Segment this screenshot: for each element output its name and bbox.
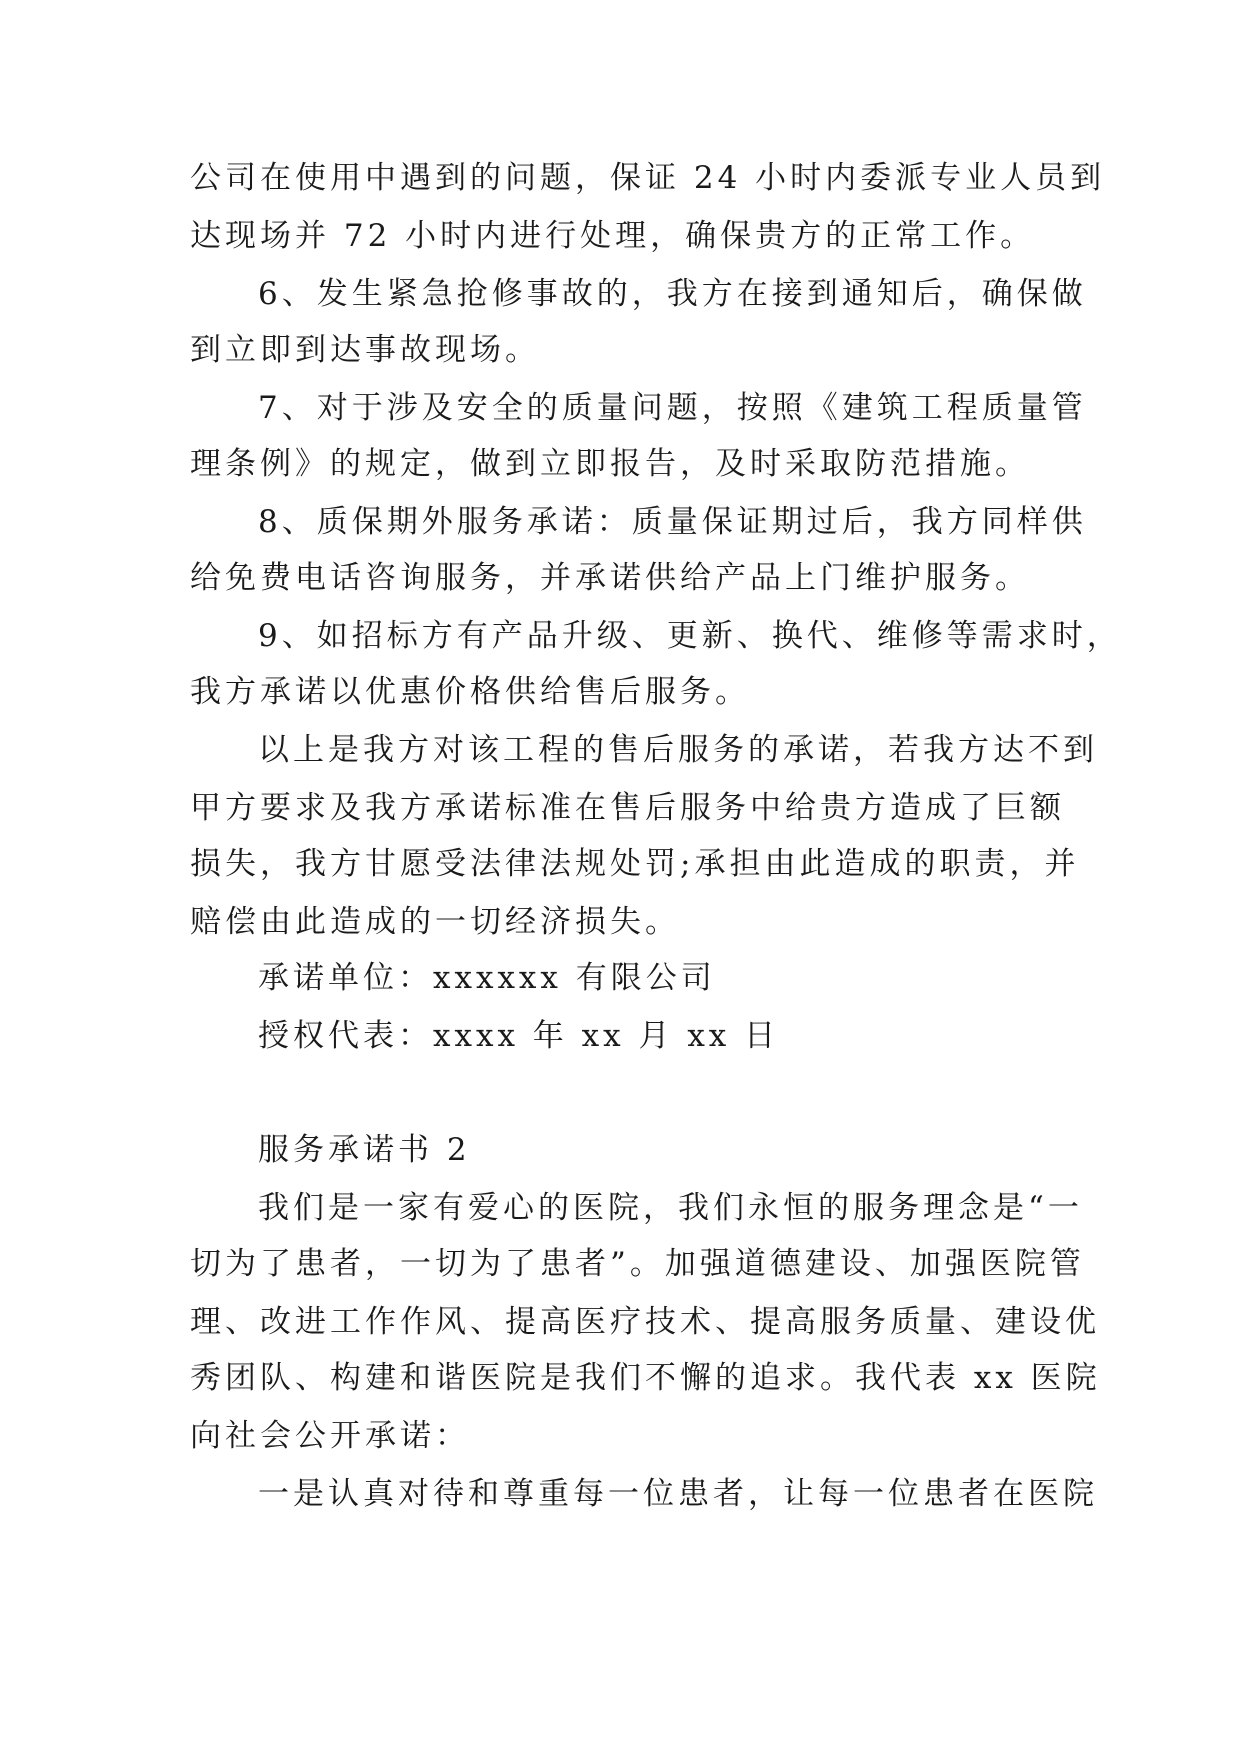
text-line: 理条例》的规定，做到立即报告，及时采取防范措施。 bbox=[190, 446, 1030, 482]
text-line: 赔偿由此造成的一切经济损失。 bbox=[190, 904, 680, 940]
text-line: 一是认真对待和尊重每一位患者，让每一位患者在医院 bbox=[258, 1476, 1098, 1512]
text-line: 损失，我方甘愿受法律法规处罚;承担由此造成的职责，并 bbox=[190, 846, 1080, 882]
text-line: 给免费电话咨询服务，并承诺供给产品上门维护服务。 bbox=[190, 560, 1030, 596]
text-line: 我们是一家有爱心的医院，我们永恒的服务理念是“一 bbox=[258, 1190, 1083, 1226]
authorized-representative: 授权代表：xxxx 年 xx 月 xx 日 bbox=[258, 1018, 780, 1054]
section-title: 服务承诺书 2 bbox=[258, 1132, 471, 1168]
text-line: 向社会公开承诺： bbox=[190, 1418, 470, 1454]
text-line: 达现场并 72 小时内进行处理，确保贵方的正常工作。 bbox=[190, 218, 1036, 254]
signing-unit: 承诺单位：xxxxxx 有限公司 bbox=[258, 960, 716, 996]
text-line: 甲方要求及我方承诺标准在售后服务中给贵方造成了巨额 bbox=[190, 790, 1065, 826]
text-line: 7、对于涉及安全的质量问题，按照《建筑工程质量管 bbox=[258, 390, 1087, 426]
text-line: 秀团队、构建和谐医院是我们不懈的追求。我代表 xx 医院 bbox=[190, 1360, 1101, 1396]
text-line: 到立即到达事故现场。 bbox=[190, 332, 540, 368]
text-line: 我方承诺以优惠价格供给售后服务。 bbox=[190, 674, 750, 710]
text-line: 切为了患者，一切为了患者”。加强道德建设、加强医院管 bbox=[190, 1246, 1085, 1282]
text-line: 理、改进工作作风、提高医疗技术、提高服务质量、建设优 bbox=[190, 1304, 1100, 1340]
text-line: 公司在使用中遇到的问题，保证 24 小时内委派专业人员到 bbox=[190, 160, 1106, 196]
text-line: 8、质保期外服务承诺：质量保证期过后，我方同样供 bbox=[258, 504, 1087, 540]
text-line: 以上是我方对该工程的售后服务的承诺，若我方达不到 bbox=[258, 732, 1098, 768]
text-line: 6、发生紧急抢修事故的，我方在接到通知后，确保做 bbox=[258, 276, 1087, 312]
text-line: 9、如招标方有产品升级、更新、换代、维修等需求时， bbox=[258, 618, 1122, 654]
